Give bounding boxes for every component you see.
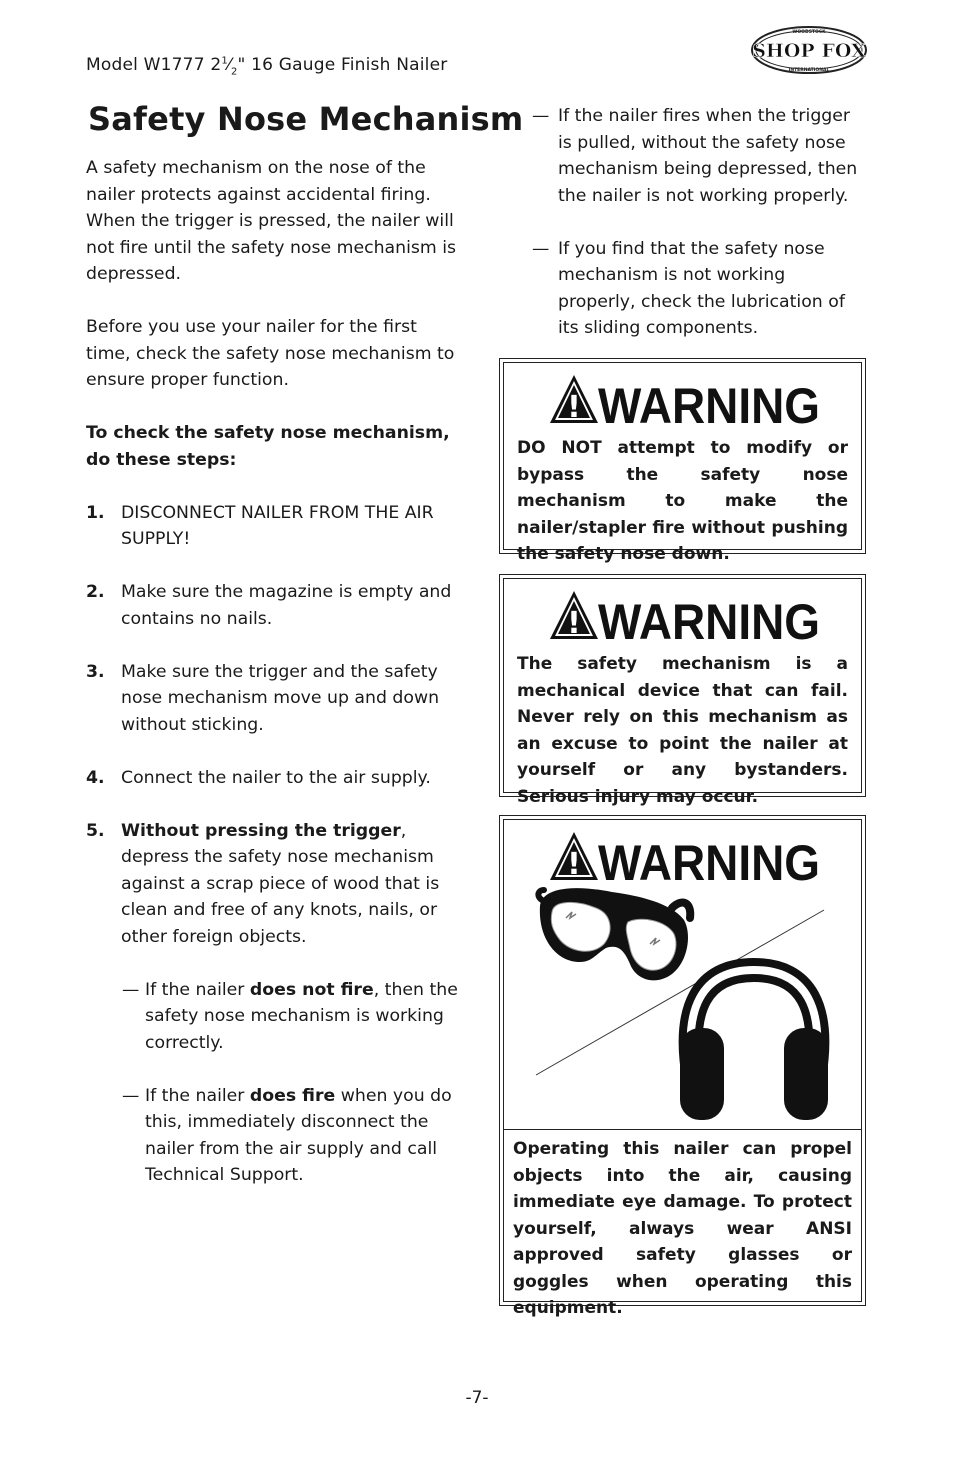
step-number: 4.	[86, 767, 105, 788]
sub-a-pre: If the nailer	[145, 979, 250, 1000]
sub-b-pre: If the nailer	[145, 1085, 250, 1106]
warning-text-2: The safety mechanism is a mechanical device that can fail. Never rely on this mechanism as an excuse to point the nailer at yourself or any bystanders. Serious injury may occur.	[517, 654, 848, 807]
step-number: 5.	[86, 820, 105, 841]
dash-marker: —	[122, 1085, 140, 1106]
steps-heading-text: To check the safety nose mechanism, do these steps:	[86, 423, 450, 470]
warning-word: WARNING	[598, 835, 820, 886]
intro-paragraph-1: A safety mechanism on the nose of the nailer protects against accidental firing. When the trigger is pressed, the nailer will not fire until the safety nose mechanism is depressed.	[86, 158, 457, 284]
ppe-illustration	[532, 878, 832, 1128]
warning-word: WARNING	[598, 594, 820, 645]
warning-header	[548, 585, 828, 645]
warning-box-2	[499, 574, 866, 807]
warning-exclamation: !	[567, 847, 581, 882]
steps-heading	[86, 420, 466, 473]
step-text: Connect the nailer to the air supply.	[121, 767, 431, 788]
warning-box-3	[499, 815, 866, 1318]
step-2	[86, 579, 466, 632]
sub-step-lubrication	[532, 236, 862, 342]
dash-marker: —	[122, 979, 140, 1000]
step-3	[86, 659, 466, 739]
step-1	[86, 500, 466, 553]
step-number: 3.	[86, 661, 105, 682]
warning-box-1	[499, 358, 866, 564]
left-column	[86, 155, 466, 1189]
step-4	[86, 765, 466, 792]
warning-text-3: Operating this nailer can propel objects into the air, causing immediate eye damage. To protect yourself, always wear ANSI approved safety glasses or goggles when operating this equipment.	[513, 1139, 852, 1318]
dash-marker: —	[532, 106, 550, 126]
warning-3-divider	[504, 1129, 861, 1130]
header-model-line: Model W1777 $2^1⁄_2$" 16 Gauge Finish Nailer	[86, 55, 448, 78]
sub-a-post: , then the safety nose mechanism is working correctly.	[145, 979, 458, 1053]
sub-d-text: If you find that the safety nose mechanism is not working properly, check the lubrication of its sliding components.	[558, 238, 845, 338]
warning-word: WARNING	[598, 378, 820, 429]
logo-text: SHOP FOX	[752, 40, 866, 62]
sub-c-text: If the nailer fires when the trigger is pulled, without the safety nose mechanism being depressed, then the nailer is not working properly.	[558, 106, 858, 206]
fraction-numerator: 1	[221, 55, 228, 67]
step-5-text: , depress the safety nose mechanism against a scrap piece of wood that is clean and free of any knots, nails, or other foreign objects.	[121, 820, 440, 947]
warning-triangle-icon	[550, 375, 598, 425]
safety-glasses-icon	[538, 888, 690, 980]
step-text: Make sure the trigger and the safety nose mechanism move up and down without sticking.	[121, 661, 440, 735]
sub-step-does-fire	[86, 1083, 466, 1189]
step-text: DISCONNECT NAILER FROM THE AIR SUPPLY!	[121, 502, 434, 549]
warning-triangle-icon	[550, 591, 598, 641]
warning-exclamation: !	[567, 390, 581, 425]
page-number: -7-	[465, 1388, 489, 1408]
intro-paragraph-2: Before you use your nailer for the first time, check the safety nose mechanism to ensure proper function.	[86, 317, 455, 390]
sub-step-fires-on-trigger	[532, 103, 862, 209]
step-5-bold: Without pressing the trigger	[121, 820, 401, 841]
warning-header	[548, 826, 828, 886]
ear-muffs-icon	[680, 970, 828, 1120]
shop-fox-logo	[750, 25, 868, 75]
sub-a-bold: does not fire	[249, 979, 374, 1000]
sub-step-not-fire	[86, 977, 466, 1057]
model-prefix: Model W1777 2	[86, 55, 222, 75]
logo-bottom-text: INTERNATIONAL	[788, 68, 830, 73]
step-number: 1.	[86, 502, 105, 523]
warning-exclamation: !	[567, 606, 581, 641]
step-text: Make sure the magazine is empty and contains no nails.	[121, 582, 452, 629]
step-5	[86, 818, 466, 951]
logo-top-text: WOODSTOCK	[792, 30, 826, 35]
warning-header	[548, 369, 828, 429]
model-suffix: " 16 Gauge Finish Nailer	[237, 55, 448, 75]
sub-b-bold: does fire	[249, 1085, 336, 1106]
step-number: 2.	[86, 582, 105, 602]
right-column	[532, 103, 862, 342]
dash-marker: —	[532, 238, 550, 259]
sub-b-post: when you do this, immediately disconnect the nailer from the air supply and call Technical Support.	[145, 1085, 452, 1185]
warning-text-1: DO NOT attempt to modify or bypass the safety nose mechanism to make the nailer/stapler fire without pushing the safety nose down.	[517, 438, 848, 564]
warning-triangle-icon	[550, 832, 598, 882]
fraction-denominator: 2	[230, 66, 238, 78]
page-title: Safety Nose Mechanism	[88, 100, 524, 138]
